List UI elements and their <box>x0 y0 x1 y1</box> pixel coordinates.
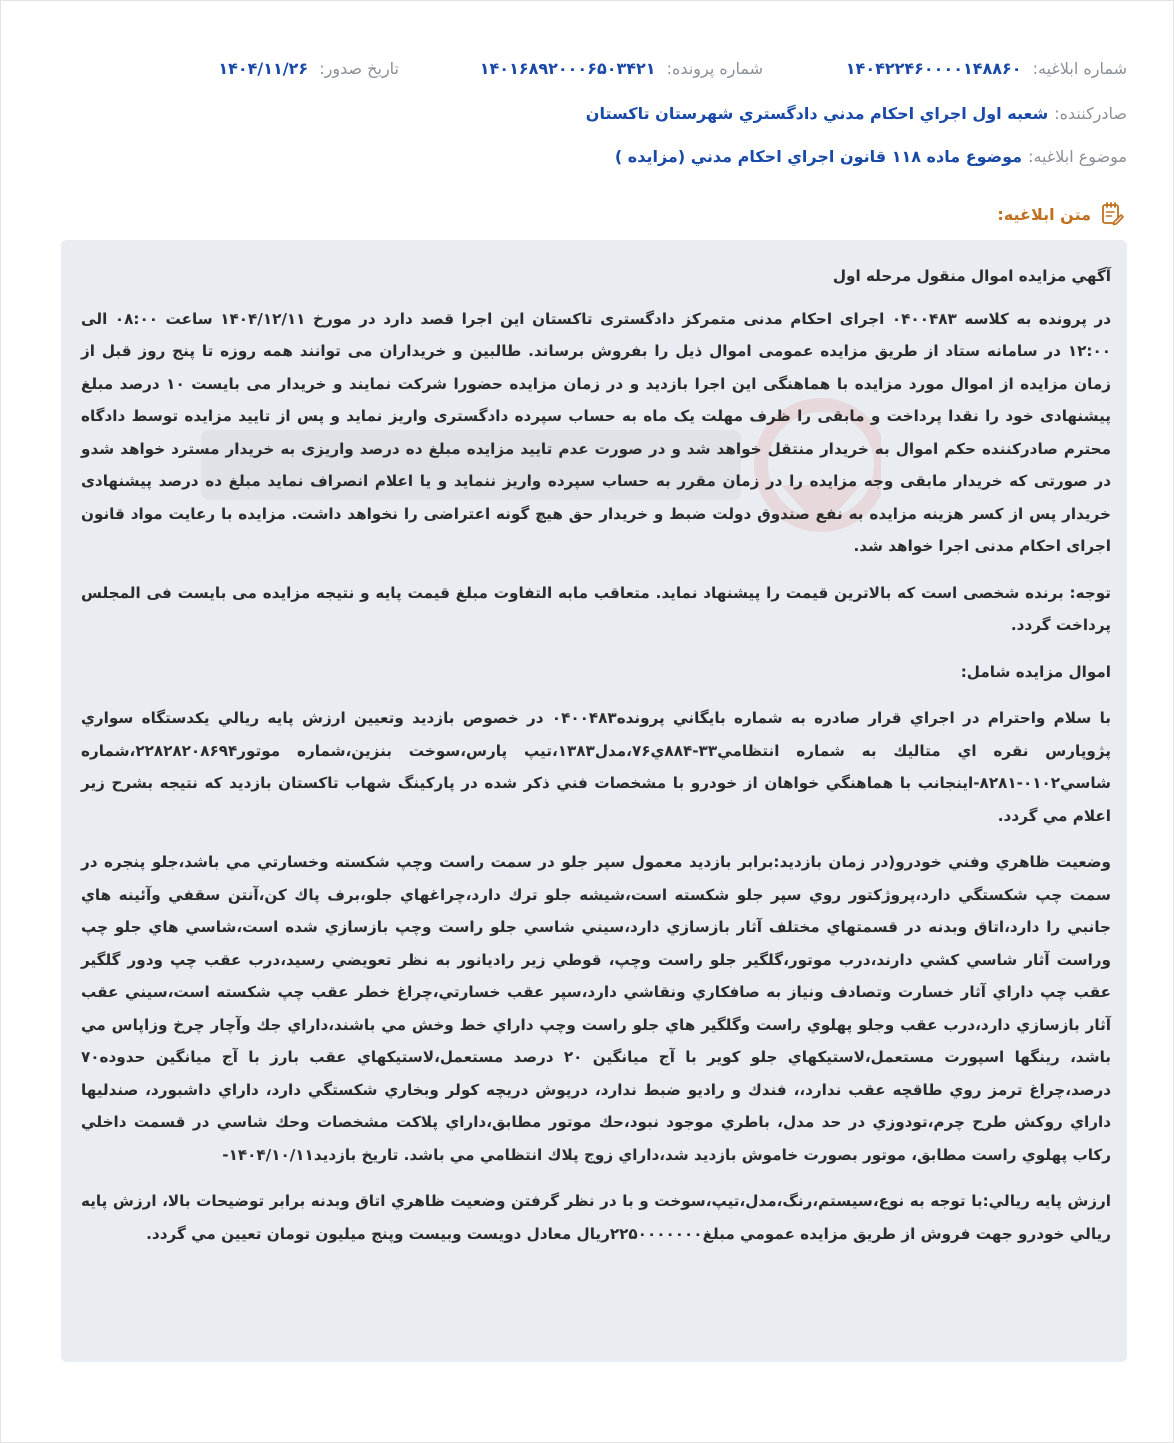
meta-row-numbers <box>1 59 1127 81</box>
document-edit-icon <box>1099 201 1125 227</box>
subject-row <box>1 144 1127 168</box>
notice-text-title: متن ابلاغيه: <box>997 204 1091 224</box>
case-number <box>480 59 763 78</box>
subject-label: موضوع ابلاغيه: <box>1028 146 1127 166</box>
case-number-label: شماره پرونده: <box>666 59 763 78</box>
notice-number <box>846 59 1127 78</box>
subject-value: موضوع ماده ۱۱۸ قانون اجراي احكام مدني (مزايده ) <box>614 146 1023 166</box>
vehicle-description: با سلام واحترام در اجراي قرار صادره به شماره بايگاني پرونده۰۴۰۰۴۸۳ در خصوص بازديد وتعيين ارزش پايه ريالي يكدستگاه سواري پژوپارس نقره اي متاليك به شماره انتظامي۳۳-۸۸۴ي۷۶،مدل۱۳۸۳،تيپ پارس،سوخت بنزين،شماره موتور۲۲۸۲۸۲۰۸۶۹۴،شماره شاسي۰۱۰۲-۸۲۸۱-اينجانب با هماهنگي خواهان از خودرو با مشخصات فني ذكر شده در پاركينگ شهاب تاكستان بازديد كه نتيجه بشرح زير اعلام مي گردد. <box>81 709 1111 825</box>
issuer-row <box>1 101 1127 125</box>
auction-title: آگهي مزايده اموال منقول مرحله اول <box>832 267 1111 285</box>
base-price: ارزش پايه ريالي:با توجه به نوع،سيستم،رنگ،مدل،تيپ،سوخت و با در نظر گرفتن وضعيت ظاهري اتاق وبدنه برابر توضيحات بالا، ارزش پايه ريالي خودرو جهت فروش از طريق مزايده عمومي مبلغ۲۲۵۰۰۰۰۰۰۰ريال معادل دويست وبيست وپنج ميليون تومان تعيين مي گردد. <box>81 1192 1111 1243</box>
vehicle-condition: وضعيت ظاهري وفني خودرو(در زمان بازديد:برابر بازديد معمول سپر جلو در سمت راست وچپ شكسته وخسارتي مي باشد،جلو پنجره در سمت چپ شكستگي دارد،پروژكتور روي سپر جلو شكسته است،شيشه جلو ترك دارد،چراغهاي جلو،برف پاك كن،آنتن سقفي وآئينه هاي جانبي را دارد،اتاق وبدنه در قسمتهاي مختلف آثار بازسازي دارد،سيني شاسي جلو راست وچپ بازسازي شده است،شاسي هاي جلو چپ وراست آثار شاسي كشي دارند،درب موتور،گلگير جلو راست وچپ، قوطي زير راديانور به نظر تعويضي رسيد،درب عقب چپ ودور گلگير عقب چپ داراي آثار خسارت وتصادف ونياز به صافكاري ونقاشي دارد،سپر عقب خسارتي،چراغ خطر عقب چپ شكسته است،سيني عقب آثار بازسازي دارد،درب عقب وجلو پهلوي راست وگلگير هاي جلو راست وچپ داراي خط وخش مي باشند،داراي جك وآچار چرخ وزاپاس مي باشد، رينگها اسپورت مستعمل،لاستيكهاي جلو كوير با آج ميانگين ۲۰ درصد مستعمل،لاستيكهاي عقب بارز با آج ميانگين حدوده۷۰ درصد،چراغ ترمز روي طاقچه عقب ندارد،، فندك و راديو ضبط ندارد، درپوش دريچه كولر وبخاري شكستگي دارد، داراي داشبورد، صندليها داراي روكش طرح چرم،تودوزي در حد مدل، باطري موجود نبود،حك موتور مطابق،داراي پلاكت مشخصات وحك شاسي در قسمت داخلي ركاب پهلوي راست مطابق، موتور بصورت خاموش بازديد شد،داراي زوج پلاك انتظامي مي باشد. تاريخ بازديد۱۴۰۴/۱۰/۱۱- <box>81 853 1111 1164</box>
case-number-value: ۱۴۰۱۶۸۹۲۰۰۰۶۵۰۳۴۲۱ <box>479 59 656 78</box>
notice-number-label: شماره ابلاغيه: <box>1032 59 1127 78</box>
issue-date <box>218 59 399 78</box>
notice-body <box>61 240 1127 1362</box>
issuer-value: شعبه اول اجراي احكام مدني دادگستري شهرستان تاكستان <box>585 103 1049 123</box>
notice-number-value: ۱۴۰۴۲۲۴۶۰۰۰۰۱۴۸۸۶۰ <box>845 59 1022 78</box>
notice-text-heading <box>997 201 1125 227</box>
issue-date-label: تاريخ صدور: <box>319 59 399 78</box>
issue-date-value: ۱۴۰۴/۱۱/۲۶ <box>218 59 309 78</box>
auction-items-heading: اموال مزایده شامل: <box>960 662 1111 681</box>
issuer-label: صادرکننده: <box>1054 103 1127 123</box>
auction-paragraph-1: در پرونده به کلاسه ۰۴۰۰۴۸۳ اجرای احکام مدنی متمرکز دادگستری تاکستان این اجرا قصد دارد در مورخ ۱۴۰۴/۱۲/۱۱ ساعت ۰۸:۰۰ الی ۱۲:۰۰ در سامانه ستاد از طریق مزایده عمومی اموال ذیل را بفروش برساند. طالبین و خریداران می توانند همه روزه تا پنج روز قبل از زمان مزایده از اموال مورد مزایده با هماهنگی این اجرا بازدید و در زمان مزایده حضورا شرکت نمایند و خریدار می بایست ۱۰ درصد مبلغ پیشنهادی خود را نقدا پرداخت و مابقی را ظرف مهلت یک ماه به حساب سپرده دادگستری واریز نماید و پس از تایید مزایده توسط دادگاه محترم صادرکننده حکم اموال به خریدار منتقل خواهد شد و در صورت عدم تایید مزایده مبلغ ده درصد واریزی به خریدار مسترد خواهد شدو در صورتی که خریدار مابقی وجه مزایده را در زمان مقرر به حساب سپرده واریز ننماید و یا اعلام انصراف نماید مبلغ ده درصد پیشنهادی خریدار پس از کسر هزینه مزایده به نفع صندوق دولت ضبط و خریدار حق هیچ گونه اعتراضی را نخواهد داشت. مزایده با رعایت مواد قانون اجرای احکام مدنی اجرا خواهد شد. <box>81 309 1111 555</box>
auction-note: توجه: برنده شخصی است که بالاترین قیمت را پیشنهاد نماید. متعاقب مابه التفاوت مبلغ قیمت پایه و نتیجه مزایده می بایست فی المجلس پرداخت گردد. <box>81 583 1111 634</box>
